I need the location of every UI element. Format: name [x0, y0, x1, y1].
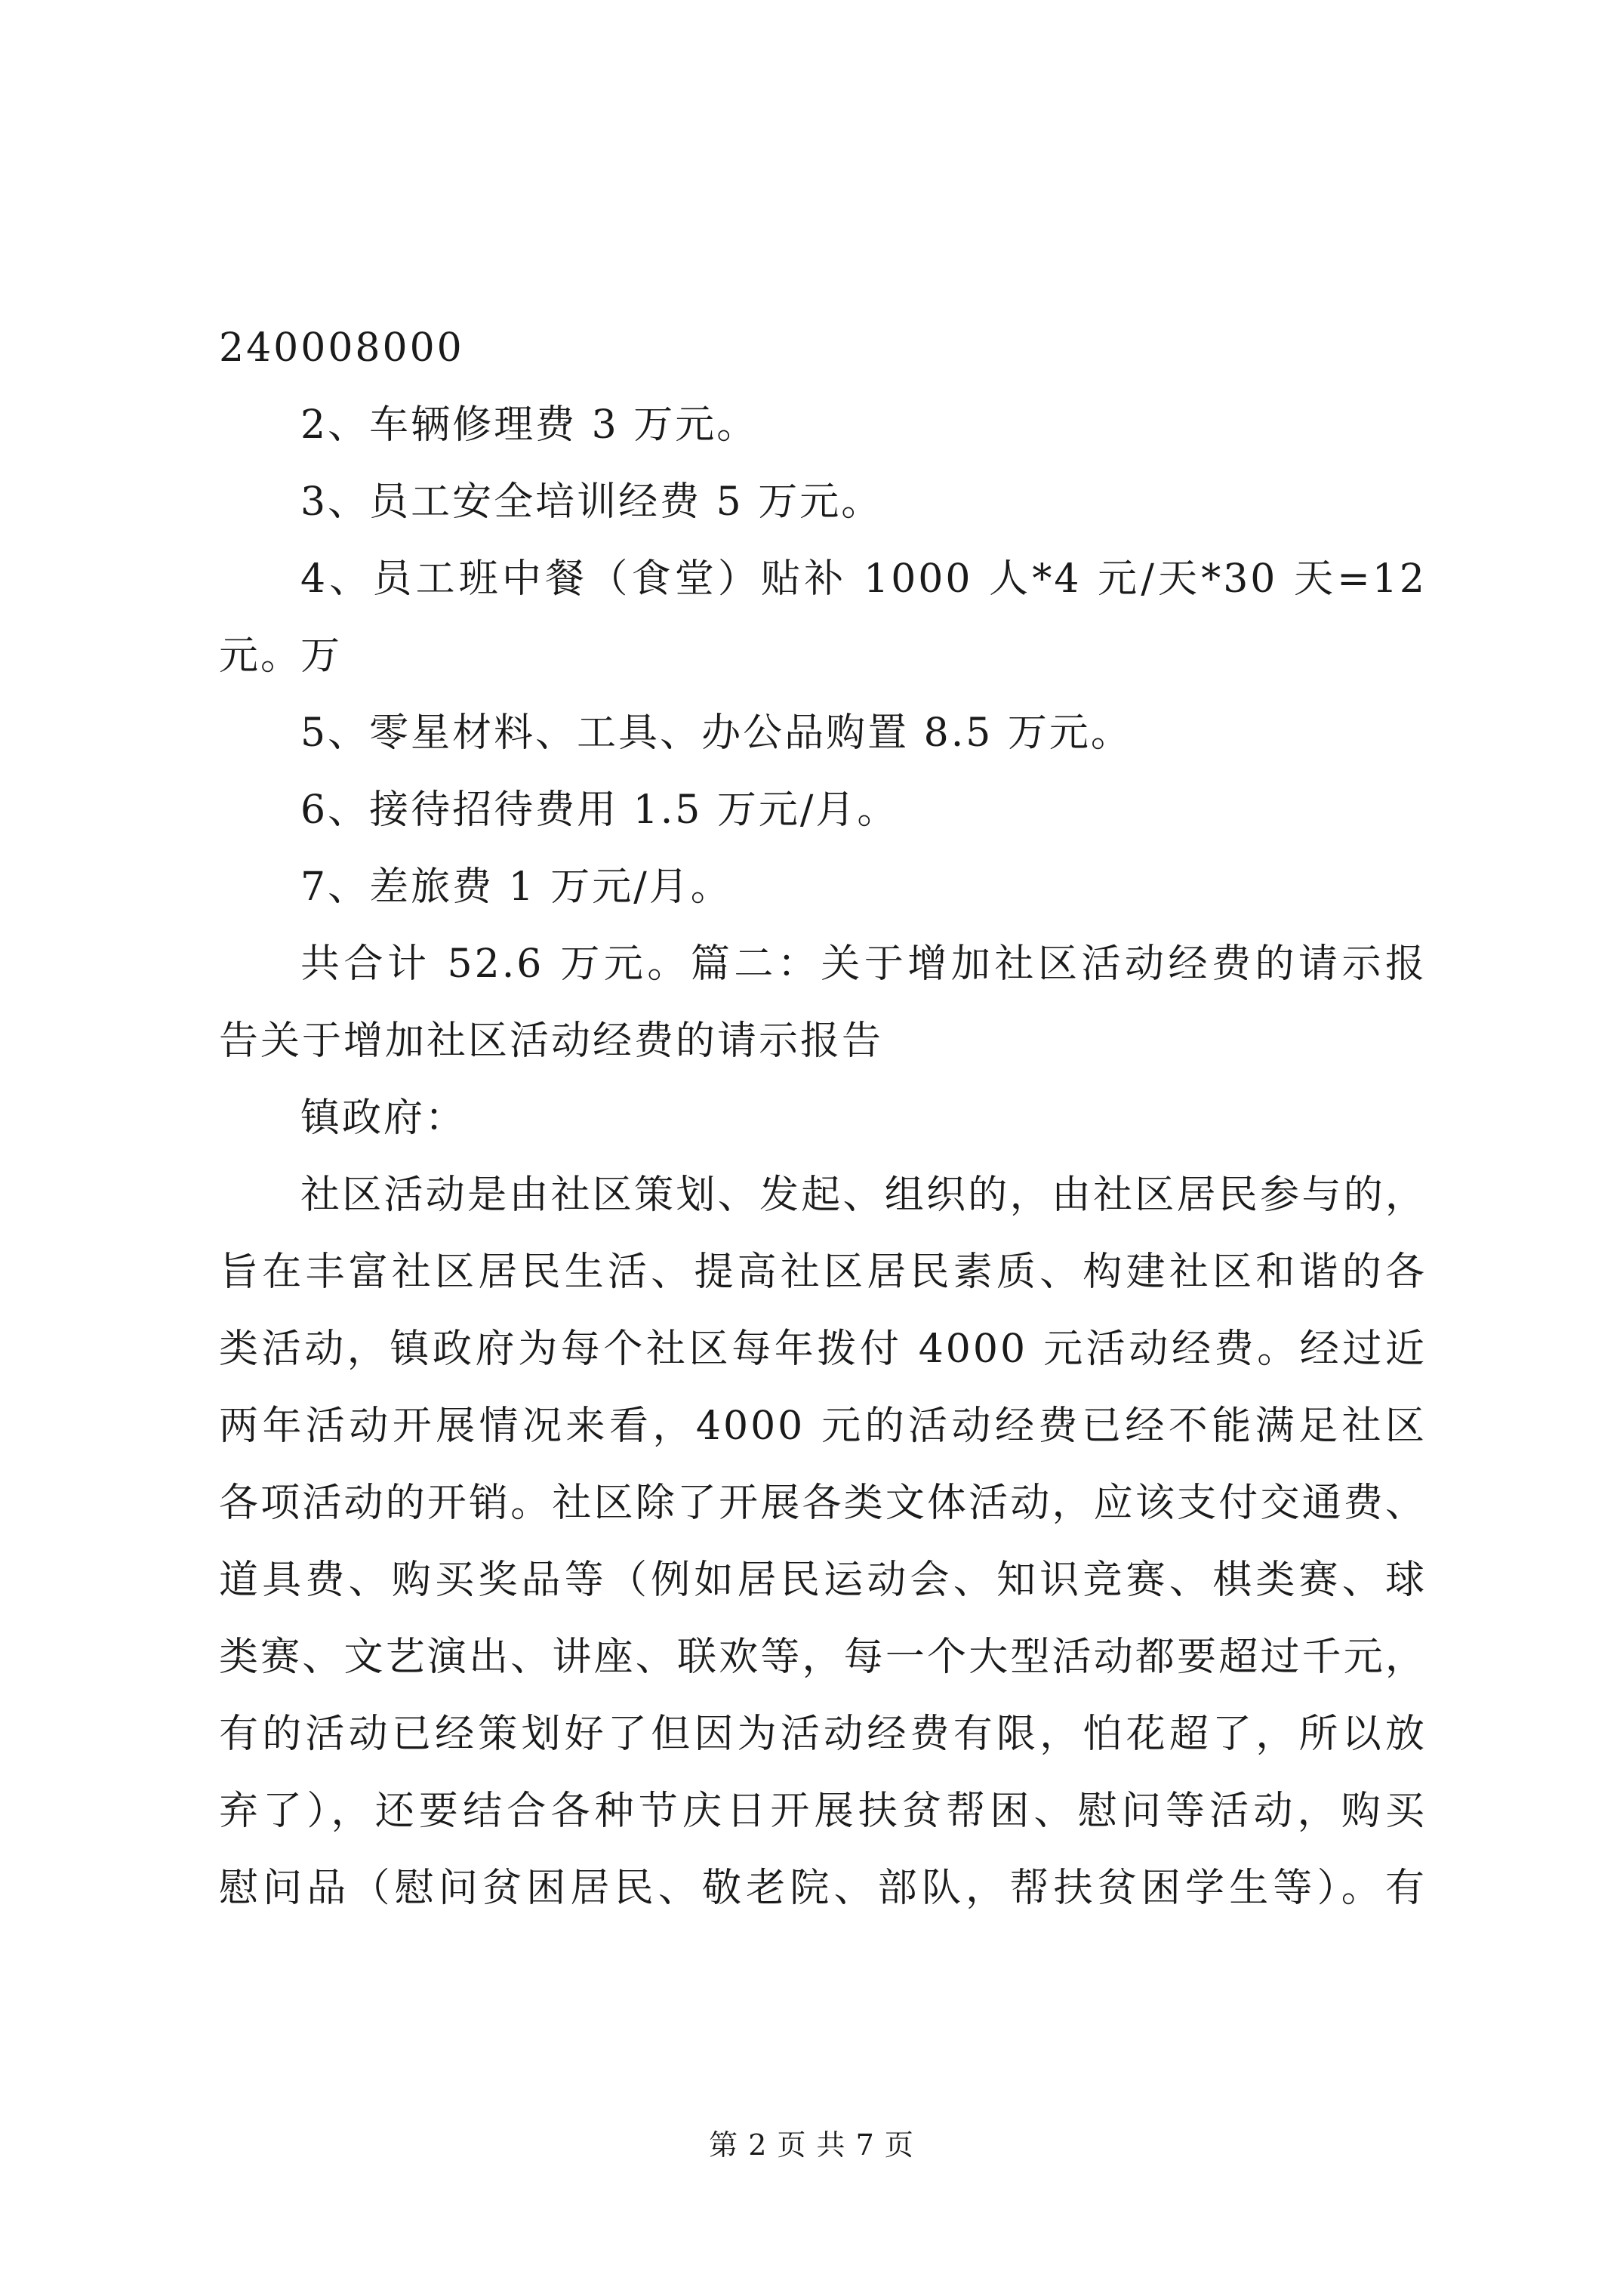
text-line: 7、差旅费 1 万元/月。: [300, 864, 732, 910]
text-line: 240008000: [219, 325, 464, 371]
page-number-footer: 第 2 页 共 7 页: [709, 2128, 914, 2162]
text-line: 2、车辆修理费 3 万元。: [300, 402, 759, 448]
text-line: 两年活动开展情况来看，4000 元的活动经费已经不能满足社区: [219, 1404, 1427, 1449]
text-line: 元。: [219, 633, 303, 679]
text-line: 类活动，镇政府为每个社区每年拨付 4000 元活动经费。经过近: [219, 1327, 1427, 1372]
text-line: 3、员工安全培训经费 5 万元。: [300, 479, 883, 525]
text-line: 旨在丰富社区居民生活、提高社区居民素质、构建社区和谐的各: [219, 1250, 1427, 1295]
text-line: 6、接待招待费用 1.5 万元/月。: [300, 787, 899, 833]
text-line: 镇政府：: [300, 1096, 467, 1141]
text-line: 告关于增加社区活动经费的请示报告: [219, 1019, 884, 1064]
body-text: [219, 310, 1427, 1927]
text-line: 有的活动已经策划好了但因为活动经费有限，怕花超了，所以放: [219, 1712, 1427, 1757]
text-line: 道具费、购买奖品等（例如居民运动会、知识竞赛、棋类赛、球: [219, 1558, 1427, 1603]
text-line: 弃了），还要结合各种节庆日开展扶贫帮困、慰问等活动，购买: [219, 1789, 1427, 1834]
text-line: 慰问品（慰问贫困居民、敬老院、部队，帮扶贫困学生等）。有: [219, 1866, 1427, 1911]
text-line: 类赛、文艺演出、讲座、联欢等，每一个大型活动都要超过千元，: [219, 1635, 1427, 1680]
text-line: 各项活动的开销。社区除了开展各类文体活动，应该支付交通费、: [219, 1481, 1427, 1526]
text-line: 4、员工班中餐（食堂）贴补 1000 人*4 元/天*30 天=12 万: [300, 556, 1427, 679]
text-line: 社区活动是由社区策划、发起、组织的，由社区居民参与的，: [300, 1173, 1427, 1218]
text-line: 5、零星材料、工具、办公品购置 8.5 万元。: [300, 710, 1132, 756]
text-line: 共合计 52.6 万元。篇二：关于增加社区活动经费的请示报: [300, 942, 1427, 987]
